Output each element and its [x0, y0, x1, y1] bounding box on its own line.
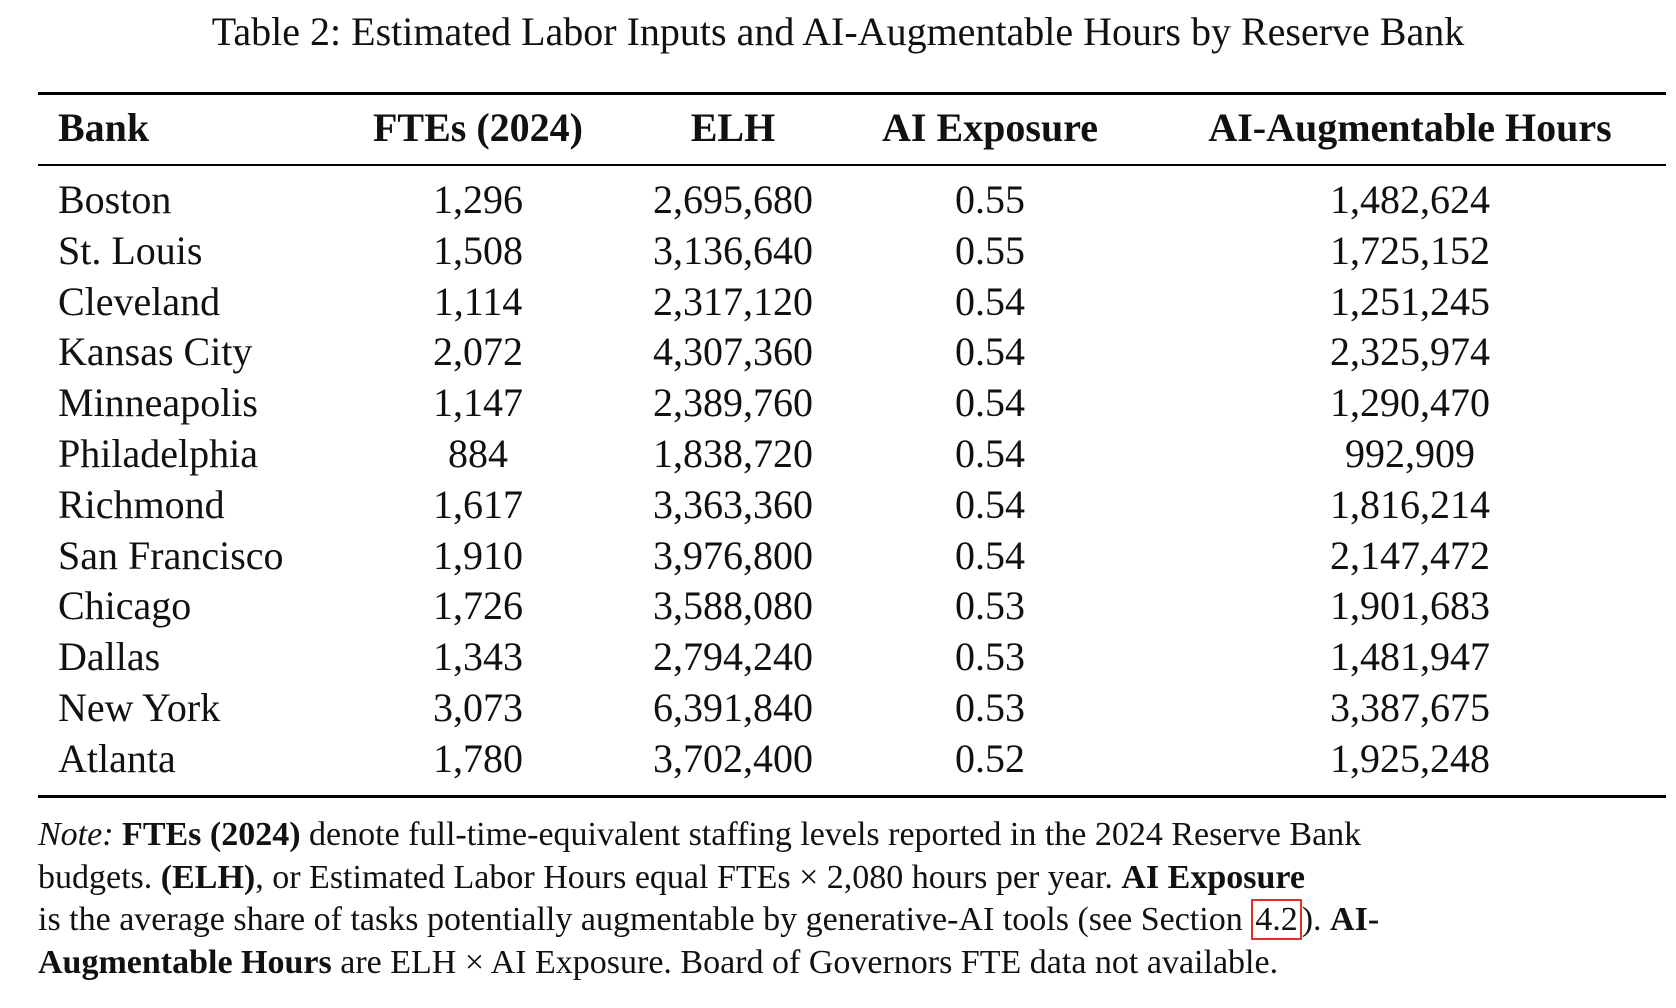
cell-ai-augmentable-hours: 1,816,214: [1330, 481, 1490, 527]
cell-ai-exposure: 0.52: [955, 735, 1025, 781]
cell-elh: 2,695,680: [653, 177, 813, 222]
cell-ftes: 1,296: [433, 177, 523, 222]
cell-ftes: 1,508: [433, 227, 523, 273]
cell-bank: Cleveland: [58, 278, 221, 324]
table-row: [0, 226, 1676, 277]
cell-ai-augmentable-hours: 1,482,624: [1330, 177, 1490, 222]
note-text: ).: [1301, 901, 1331, 938]
cell-elh: 2,389,760: [653, 380, 813, 426]
table-header-rule: [38, 164, 1666, 166]
cell-ftes: 1,147: [433, 380, 523, 426]
cell-ai-augmentable-hours: 1,901,683: [1330, 583, 1490, 629]
cell-elh: 3,136,640: [653, 227, 813, 273]
cell-ftes: 1,114: [433, 278, 523, 324]
note-text: denote full-time-equivalent staffing levels reported in the 2024 Reserve Bank: [300, 816, 1362, 853]
cell-ai-augmentable-hours: 1,290,470: [1330, 380, 1490, 426]
note-text: budgets.: [38, 858, 161, 896]
cell-ftes: 1,343: [433, 634, 523, 680]
cell-elh: 3,588,080: [653, 583, 813, 629]
cell-bank: St. Louis: [58, 227, 203, 273]
note-line-2: [38, 857, 1638, 900]
note-line-4: [38, 942, 1638, 985]
table-row: [0, 378, 1676, 429]
table-row: [0, 429, 1676, 480]
table-row: [0, 327, 1676, 378]
cell-ai-augmentable-hours: 1,725,152: [1330, 227, 1490, 273]
cell-ftes: 1,617: [433, 481, 523, 527]
cell-ai-augmentable-hours: 1,925,248: [1330, 735, 1490, 781]
cell-elh: 2,794,240: [653, 634, 813, 680]
cell-ftes: 1,910: [433, 532, 523, 578]
cell-ftes: 2,072: [433, 329, 523, 375]
note-line-1: [38, 814, 1638, 857]
cell-ai-exposure: 0.53: [955, 583, 1025, 629]
table-bottom-rule: [38, 795, 1666, 798]
cell-bank: Minneapolis: [58, 380, 258, 426]
cell-ai-exposure: 0.54: [955, 481, 1025, 527]
cell-ai-augmentable-hours: 1,481,947: [1330, 634, 1490, 680]
section-ref-link[interactable]: 4.2: [1251, 899, 1302, 940]
cell-bank: Dallas: [58, 634, 161, 680]
table-row: [0, 480, 1676, 531]
cell-ai-augmentable-hours: 2,325,974: [1330, 329, 1490, 375]
header-bank: Bank: [58, 105, 150, 150]
cell-ai-exposure: 0.53: [955, 684, 1025, 730]
cell-bank: Kansas City: [58, 329, 253, 375]
cell-bank: Boston: [58, 177, 172, 222]
cell-bank: Richmond: [58, 481, 225, 527]
note-term-augmentable-hours: Augmentable Hours: [38, 943, 332, 981]
table-note: [38, 814, 1638, 984]
cell-ftes: 884: [448, 430, 508, 476]
cell-elh: 3,976,800: [653, 532, 813, 578]
cell-ai-exposure: 0.54: [955, 430, 1025, 476]
cell-ai-augmentable-hours: 2,147,472: [1330, 532, 1490, 578]
header-elh: ELH: [690, 105, 776, 150]
table-body: [0, 175, 1676, 785]
cell-ftes: 1,726: [433, 583, 523, 629]
table-top-rule: [38, 92, 1666, 95]
note-text: is the average share of tasks potentially augmentable by generative-AI tools (see Section: [38, 901, 1252, 938]
cell-ai-exposure: 0.54: [955, 532, 1025, 578]
note-line-3: [38, 899, 1638, 942]
note-term-ai-exposure: AI Exposure: [1121, 858, 1305, 896]
note-text: are ELH × AI Exposure. Board of Governors FTE data not available.: [331, 943, 1279, 981]
header-ai-augmentable-hours: AI-Augmentable Hours: [1208, 105, 1612, 150]
cell-bank: San Francisco: [58, 532, 284, 578]
cell-ftes: 1,780: [433, 735, 523, 781]
table-row: [0, 175, 1676, 226]
cell-elh: 3,363,360: [653, 481, 813, 527]
cell-ai-exposure: 0.54: [955, 380, 1025, 426]
cell-bank: New York: [58, 684, 221, 730]
table-row: [0, 734, 1676, 785]
cell-ai-augmentable-hours: 992,909: [1345, 430, 1475, 476]
cell-elh: 1,838,720: [653, 430, 813, 476]
note-term-elh: (ELH): [160, 858, 256, 896]
header-ftes: FTEs (2024): [373, 105, 583, 150]
cell-bank: Chicago: [58, 583, 192, 629]
cell-ai-exposure: 0.55: [955, 227, 1025, 273]
table-row: [0, 581, 1676, 632]
cell-elh: 2,317,120: [653, 278, 813, 324]
cell-bank: Philadelphia: [58, 430, 258, 476]
cell-elh: 6,391,840: [653, 684, 813, 730]
cell-ai-augmentable-hours: 3,387,675: [1330, 684, 1490, 730]
cell-ai-exposure: 0.54: [955, 278, 1025, 324]
cell-ai-exposure: 0.55: [955, 177, 1025, 222]
cell-bank: Atlanta: [58, 735, 176, 781]
cell-elh: 3,702,400: [653, 735, 813, 781]
table-row: [0, 277, 1676, 328]
cell-ai-exposure: 0.54: [955, 329, 1025, 375]
note-label: Note:: [38, 816, 114, 853]
table-row: [0, 632, 1676, 683]
note-term-ftes: FTEs (2024): [122, 816, 301, 853]
cell-ai-augmentable-hours: 1,251,245: [1330, 278, 1490, 324]
cell-ai-exposure: 0.53: [955, 634, 1025, 680]
cell-elh: 4,307,360: [653, 329, 813, 375]
header-ai-exposure: AI Exposure: [882, 105, 1098, 150]
cell-ftes: 3,073: [433, 684, 523, 730]
table-row: [0, 683, 1676, 734]
note-text: , or Estimated Labor Hours equal FTEs × 2,080 hours per year.: [255, 858, 1122, 896]
table-row: [0, 531, 1676, 582]
note-term-ai-augmentable: AI-: [1330, 901, 1380, 938]
table-caption: Table 2: Estimated Labor Inputs and AI-Augmentable Hours by Reserve Bank: [211, 9, 1465, 54]
